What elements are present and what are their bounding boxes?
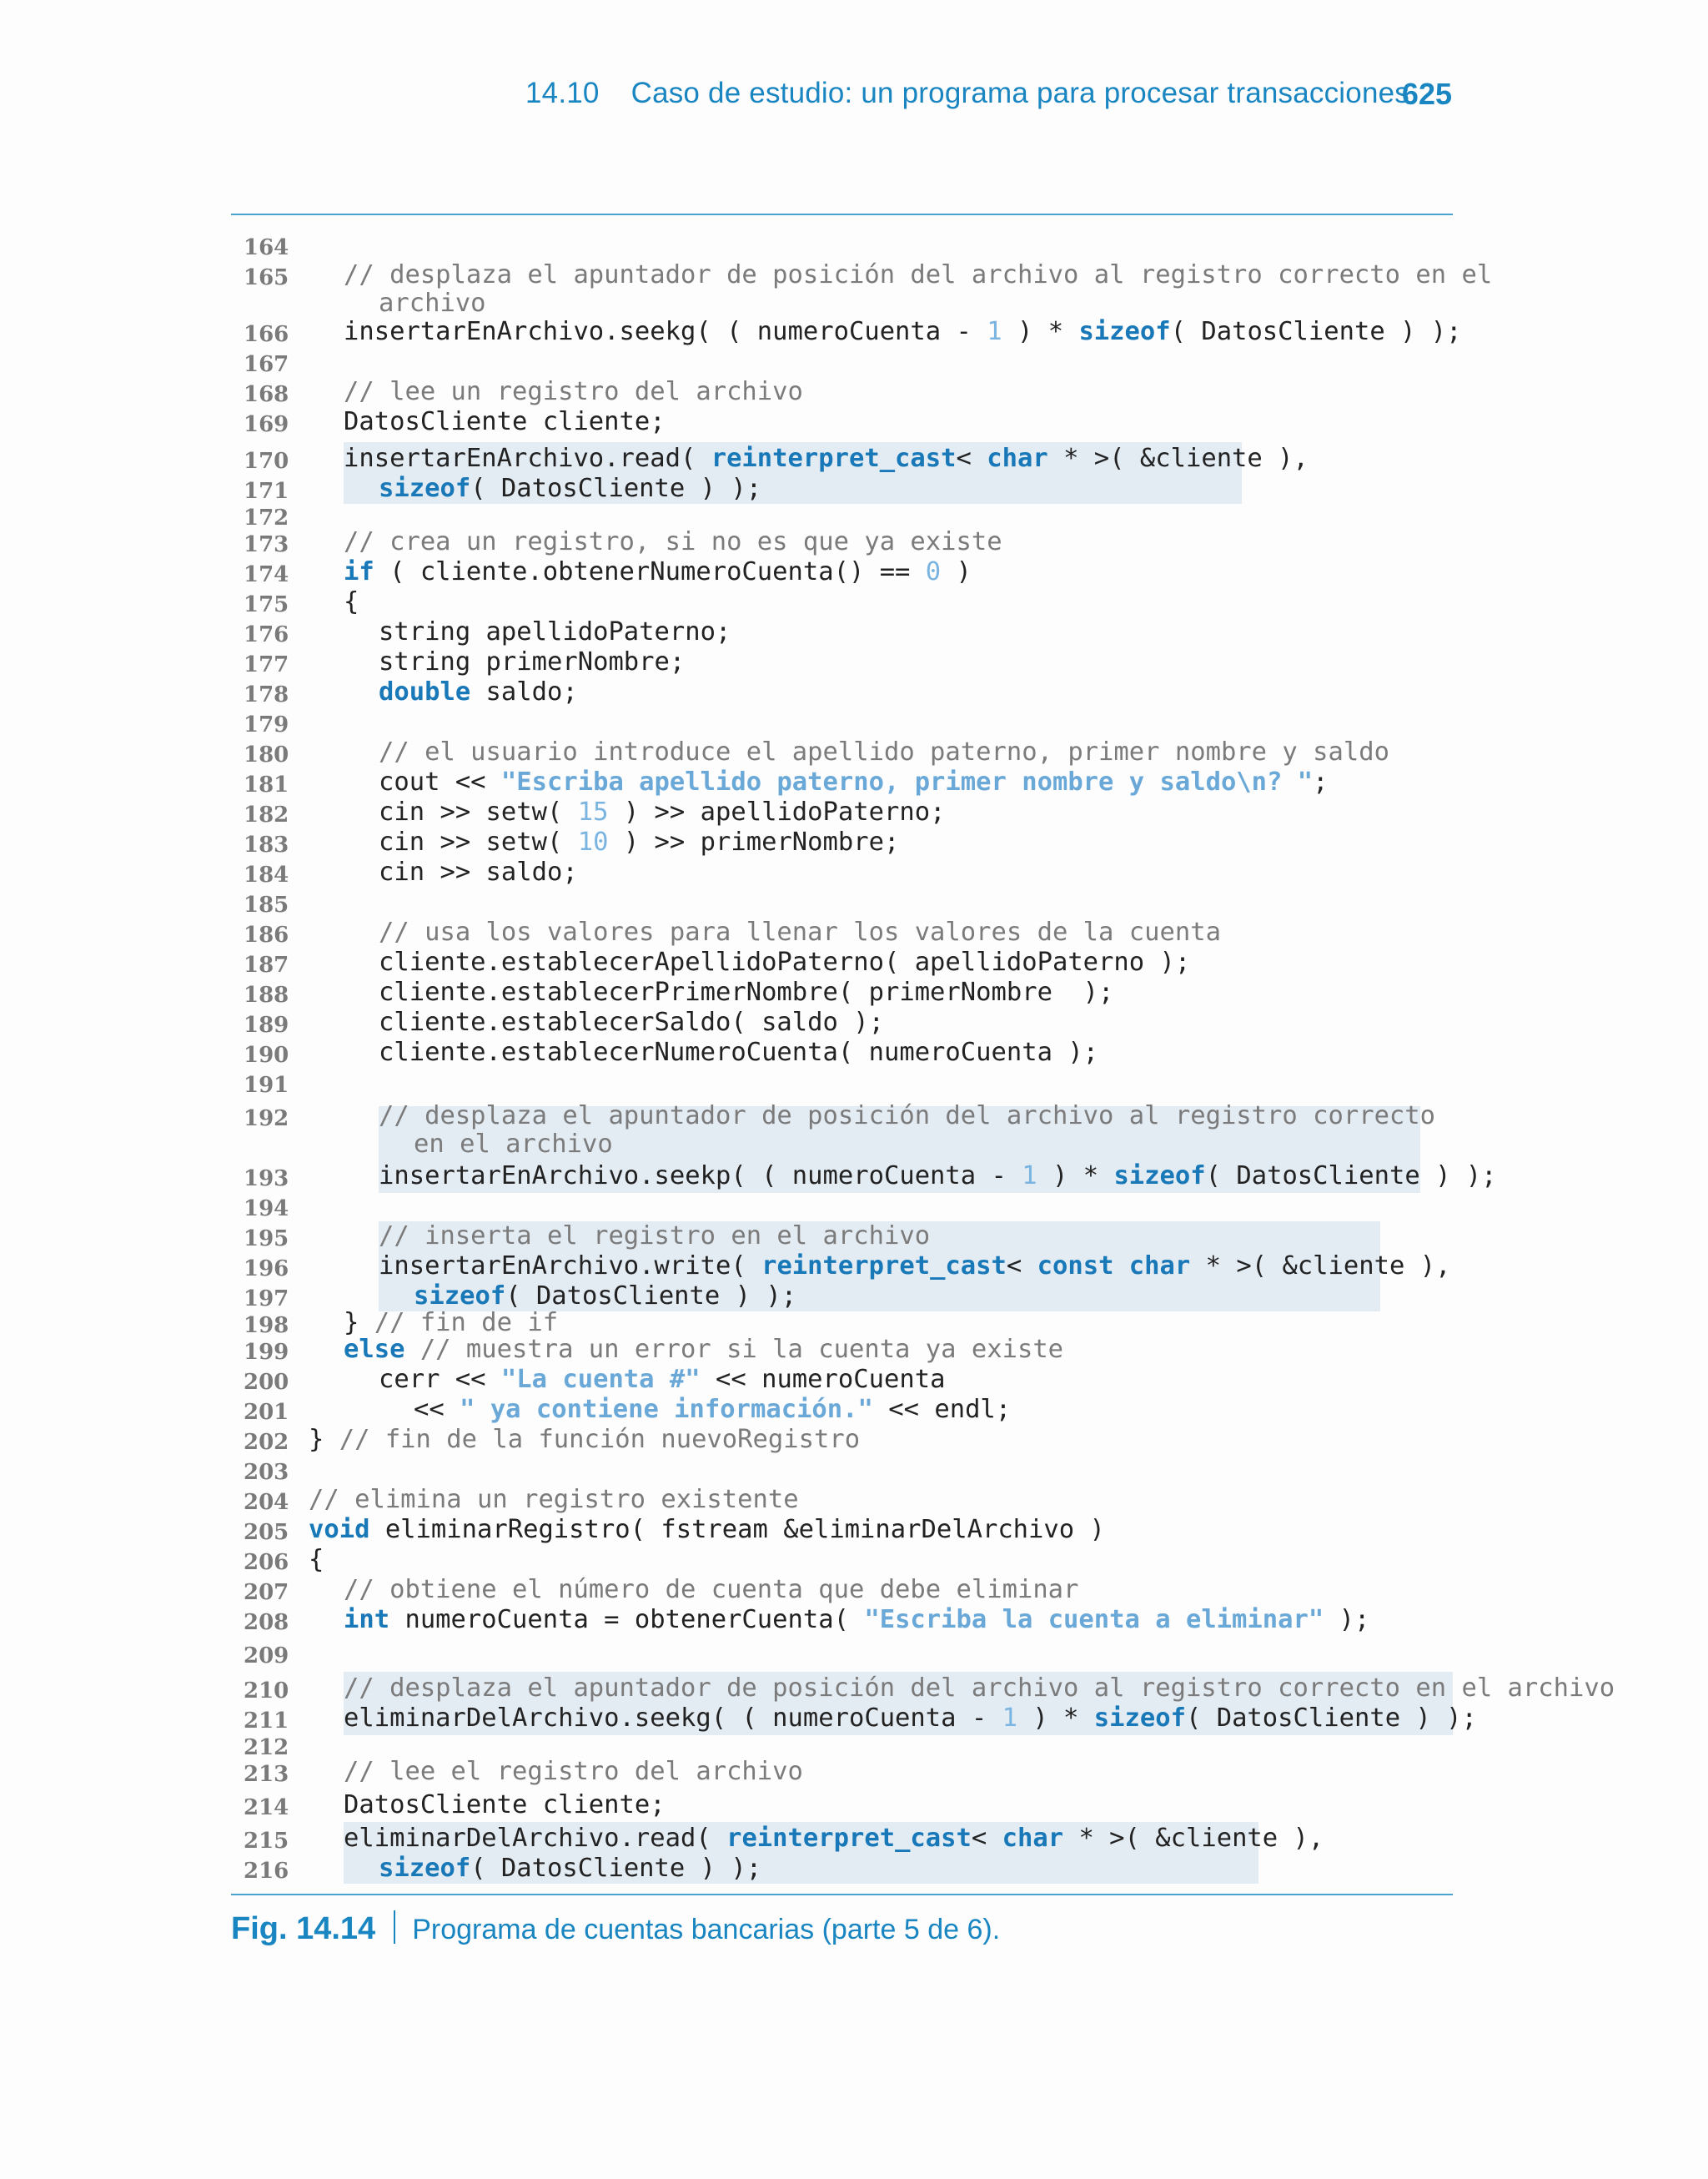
line-number: 170 bbox=[244, 449, 289, 474]
line-number: 168 bbox=[244, 382, 289, 407]
line-number: 204 bbox=[244, 1490, 289, 1515]
code-line bbox=[0, 1757, 1708, 1787]
code-keyword: if bbox=[344, 557, 374, 586]
code-keyword: char bbox=[1002, 1824, 1064, 1853]
code-text bbox=[344, 377, 803, 407]
line-number: 173 bbox=[244, 532, 289, 557]
code-token: ; bbox=[1313, 767, 1329, 797]
code-keyword: else bbox=[344, 1335, 405, 1364]
code-text bbox=[379, 798, 945, 828]
code-line bbox=[0, 1365, 1708, 1395]
line-number: 216 bbox=[244, 1859, 289, 1884]
code-token: string apellidoPaterno; bbox=[379, 617, 731, 647]
line-number: 171 bbox=[244, 479, 289, 504]
code-text bbox=[344, 1824, 1324, 1854]
line-number: 209 bbox=[244, 1643, 289, 1668]
code-line bbox=[0, 858, 1708, 888]
code-line bbox=[0, 557, 1708, 587]
code-text bbox=[379, 978, 1113, 1008]
code-token: cout << bbox=[379, 767, 501, 797]
code-token: DatosCliente cliente; bbox=[344, 1790, 666, 1819]
code-line bbox=[0, 1824, 1708, 1854]
line-number: 181 bbox=[244, 772, 289, 798]
figure-caption bbox=[231, 1910, 1000, 1947]
code-text bbox=[414, 1130, 613, 1160]
section-heading bbox=[525, 77, 1409, 110]
line-number: 200 bbox=[244, 1370, 289, 1395]
code-line bbox=[0, 317, 1708, 347]
top-rule bbox=[231, 214, 1453, 215]
line-number: 215 bbox=[244, 1829, 289, 1854]
code-token: eliminarDelArchivo.read( bbox=[344, 1824, 727, 1853]
code-token: insertarEnArchivo.seekg( ( numeroCuenta - bbox=[344, 317, 987, 346]
code-token: ( DatosCliente ) ); bbox=[470, 474, 762, 503]
code-token: cin >> setw( bbox=[379, 828, 578, 857]
code-line bbox=[0, 1395, 1708, 1425]
code-line bbox=[0, 1425, 1708, 1455]
code-keyword: const char bbox=[1037, 1251, 1191, 1281]
code-line bbox=[0, 1335, 1708, 1365]
code-token: << bbox=[414, 1395, 460, 1424]
code-keyword: sizeof bbox=[379, 1854, 471, 1883]
code-text bbox=[379, 647, 685, 677]
code-text bbox=[344, 1605, 1369, 1635]
line-number: 172 bbox=[244, 506, 289, 531]
code-text bbox=[379, 737, 1389, 767]
code-token: ) >> apellidoPaterno; bbox=[608, 798, 946, 827]
code-line bbox=[0, 1008, 1708, 1038]
line-number: 186 bbox=[244, 923, 289, 948]
code-text bbox=[379, 617, 731, 647]
code-comment: // muestra un error si la cuenta ya existe bbox=[404, 1335, 1064, 1364]
code-text bbox=[379, 1251, 1450, 1281]
code-token: ) * bbox=[1017, 1703, 1094, 1733]
code-token: saldo; bbox=[470, 677, 578, 707]
line-number: 213 bbox=[244, 1762, 289, 1787]
line-number: 188 bbox=[244, 983, 289, 1008]
code-text bbox=[344, 527, 1002, 557]
code-line bbox=[0, 888, 1708, 918]
caption-separator bbox=[394, 1910, 395, 1944]
code-line bbox=[0, 1703, 1708, 1734]
code-token: < bbox=[956, 444, 987, 473]
code-line bbox=[0, 647, 1708, 677]
line-number: 196 bbox=[244, 1256, 289, 1281]
line-number: 197 bbox=[244, 1286, 289, 1311]
code-text bbox=[309, 1485, 799, 1515]
line-number: 205 bbox=[244, 1520, 289, 1545]
code-line bbox=[0, 1191, 1708, 1221]
code-keyword: int bbox=[344, 1605, 390, 1634]
code-comment: // desplaza el apuntador de posición del archivo al registro correcto en el archivo bbox=[344, 1673, 1615, 1703]
code-token: ) * bbox=[1002, 317, 1079, 346]
code-comment: // lee un registro del archivo bbox=[344, 377, 803, 406]
code-token: * >( &cliente ), bbox=[1190, 1251, 1451, 1281]
code-string: " ya contiene información." bbox=[460, 1395, 873, 1424]
code-line bbox=[0, 230, 1708, 260]
code-text bbox=[344, 587, 359, 617]
code-comment: // crea un registro, si no es que ya existe bbox=[344, 527, 1002, 556]
code-token: cliente.establecerNumeroCuenta( numeroCuenta ); bbox=[379, 1038, 1099, 1067]
code-text bbox=[379, 474, 761, 504]
code-keyword: sizeof bbox=[1093, 1703, 1186, 1733]
line-number: 177 bbox=[244, 652, 289, 677]
code-token: cin >> saldo; bbox=[379, 858, 578, 887]
line-number: 182 bbox=[244, 803, 289, 828]
code-line bbox=[0, 260, 1708, 290]
code-token: << numeroCuenta bbox=[700, 1365, 946, 1394]
code-text bbox=[379, 1008, 884, 1038]
code-token: } bbox=[344, 1308, 374, 1337]
line-number: 206 bbox=[244, 1550, 289, 1575]
code-token: numeroCuenta = obtenerCuenta( bbox=[389, 1605, 865, 1634]
code-line bbox=[0, 474, 1708, 504]
code-text bbox=[379, 1221, 930, 1251]
code-line bbox=[0, 1221, 1708, 1251]
code-keyword: sizeof bbox=[379, 474, 471, 503]
code-comment: // el usuario introduce el apellido paterno, primer nombre y saldo bbox=[379, 737, 1389, 767]
line-number: 199 bbox=[244, 1340, 289, 1365]
code-line bbox=[0, 407, 1708, 437]
code-line bbox=[0, 828, 1708, 858]
line-number: 189 bbox=[244, 1013, 289, 1038]
code-number: 10 bbox=[577, 828, 609, 857]
line-number: 164 bbox=[244, 235, 289, 260]
code-token: cerr << bbox=[379, 1365, 501, 1394]
code-line bbox=[0, 1605, 1708, 1635]
line-number: 178 bbox=[244, 682, 289, 707]
code-text bbox=[309, 1425, 860, 1455]
code-text bbox=[379, 1161, 1497, 1191]
line-number: 207 bbox=[244, 1580, 289, 1605]
code-line bbox=[0, 918, 1708, 948]
code-comment: // fin de la función nuevoRegistro bbox=[339, 1425, 861, 1454]
code-token: < bbox=[971, 1824, 1002, 1853]
code-text bbox=[344, 1575, 1078, 1605]
line-number: 210 bbox=[244, 1678, 289, 1703]
figure-text: Programa de cuentas bancarias (parte 5 de 6). bbox=[412, 1914, 1001, 1945]
line-number: 201 bbox=[244, 1400, 289, 1425]
code-line bbox=[0, 737, 1708, 767]
section-title: Caso de estudio: un programa para procesar transacciones bbox=[630, 77, 1409, 109]
code-text bbox=[379, 677, 578, 707]
line-number: 175 bbox=[244, 592, 289, 617]
code-comment: // elimina un registro existente bbox=[309, 1485, 799, 1514]
code-line bbox=[0, 1281, 1708, 1311]
code-token: ( DatosCliente ) ); bbox=[505, 1281, 797, 1311]
code-text bbox=[379, 858, 578, 888]
code-line bbox=[0, 1308, 1708, 1338]
code-text bbox=[344, 1308, 558, 1338]
line-number: 203 bbox=[244, 1460, 289, 1485]
line-number: 169 bbox=[244, 412, 289, 437]
code-text bbox=[414, 1281, 796, 1311]
code-text bbox=[414, 1395, 1011, 1425]
line-number: 174 bbox=[244, 562, 289, 587]
code-line bbox=[0, 1790, 1708, 1820]
code-token: string primerNombre; bbox=[379, 647, 686, 677]
code-text bbox=[344, 1757, 803, 1787]
code-line bbox=[0, 1161, 1708, 1191]
figure-label: Fig. 14.14 bbox=[231, 1911, 376, 1946]
code-line bbox=[0, 1673, 1708, 1703]
code-text bbox=[344, 407, 666, 437]
code-keyword: sizeof bbox=[1113, 1161, 1206, 1190]
code-token: cin >> setw( bbox=[379, 798, 578, 827]
code-token: { bbox=[309, 1545, 324, 1574]
code-line bbox=[0, 1485, 1708, 1515]
line-number: 166 bbox=[244, 322, 289, 347]
code-text bbox=[344, 1703, 1477, 1734]
code-token: < bbox=[1006, 1251, 1037, 1281]
code-line bbox=[0, 587, 1708, 617]
code-line bbox=[0, 1515, 1708, 1545]
code-comment: // obtiene el número de cuenta que debe eliminar bbox=[344, 1575, 1079, 1604]
code-comment: archivo bbox=[379, 289, 486, 318]
line-number: 190 bbox=[244, 1043, 289, 1068]
code-keyword: sizeof bbox=[414, 1281, 506, 1311]
code-line bbox=[0, 1854, 1708, 1884]
code-line bbox=[0, 1251, 1708, 1281]
code-text bbox=[379, 918, 1221, 948]
line-number: 211 bbox=[244, 1708, 289, 1734]
code-line bbox=[0, 444, 1708, 474]
code-token: * >( &cliente ), bbox=[1063, 1824, 1324, 1853]
code-text bbox=[344, 444, 1309, 474]
code-keyword: char bbox=[987, 444, 1048, 473]
code-text bbox=[344, 557, 972, 587]
code-text bbox=[344, 317, 1462, 347]
code-token: ); bbox=[1324, 1605, 1370, 1634]
line-number: 183 bbox=[244, 833, 289, 858]
code-line bbox=[0, 289, 1708, 319]
line-number: 192 bbox=[244, 1106, 289, 1131]
code-text bbox=[379, 828, 899, 858]
code-text bbox=[379, 1854, 761, 1884]
code-string: "Escriba la cuenta a eliminar" bbox=[864, 1605, 1324, 1634]
code-line bbox=[0, 767, 1708, 798]
code-comment: // usa los valores para llenar los valores de la cuenta bbox=[379, 918, 1221, 947]
code-token: eliminarRegistro( fstream &eliminarDelArchivo ) bbox=[369, 1515, 1105, 1544]
code-text bbox=[309, 1515, 1105, 1545]
code-line bbox=[0, 377, 1708, 407]
code-comment: en el archivo bbox=[414, 1130, 613, 1159]
code-line bbox=[0, 527, 1708, 557]
code-token: ( cliente.obtenerNumeroCuenta() == bbox=[374, 557, 926, 586]
code-text bbox=[344, 1335, 1063, 1365]
code-line bbox=[0, 501, 1708, 531]
line-number: 198 bbox=[244, 1313, 289, 1338]
line-number: 195 bbox=[244, 1226, 289, 1251]
code-number: 1 bbox=[1002, 1703, 1017, 1733]
code-line bbox=[0, 798, 1708, 828]
code-token: cliente.establecerSaldo( saldo ); bbox=[379, 1008, 884, 1037]
code-token: * >( &cliente ), bbox=[1047, 444, 1309, 473]
code-line bbox=[0, 707, 1708, 737]
code-line bbox=[0, 677, 1708, 707]
line-number: 187 bbox=[244, 953, 289, 978]
code-line bbox=[0, 1130, 1708, 1160]
line-number: 214 bbox=[244, 1795, 289, 1820]
code-line bbox=[0, 1455, 1708, 1485]
code-comment: // inserta el registro en el archivo bbox=[379, 1221, 931, 1251]
line-number: 179 bbox=[244, 712, 289, 737]
line-number: 167 bbox=[244, 352, 289, 377]
page-number: 625 bbox=[1401, 77, 1452, 111]
code-number: 1 bbox=[987, 317, 1002, 346]
code-number: 15 bbox=[577, 798, 609, 827]
code-text bbox=[379, 767, 1329, 798]
code-text bbox=[379, 289, 486, 319]
code-token: insertarEnArchivo.read( bbox=[344, 444, 711, 473]
code-token: insertarEnArchivo.seekp( ( numeroCuenta - bbox=[379, 1161, 1022, 1190]
code-comment: // desplaza el apuntador de posición del archivo al registro correcto en el bbox=[344, 260, 1493, 289]
code-text bbox=[379, 1038, 1098, 1068]
code-token: ) * bbox=[1037, 1161, 1114, 1190]
code-comment: // lee el registro del archivo bbox=[344, 1757, 803, 1786]
code-text bbox=[344, 1673, 1615, 1703]
code-token: ) >> primerNombre; bbox=[608, 828, 900, 857]
code-token: ( DatosCliente ) ); bbox=[1205, 1161, 1497, 1190]
line-number: 193 bbox=[244, 1166, 289, 1191]
code-text bbox=[344, 1790, 666, 1820]
code-keyword: reinterpret_cast bbox=[761, 1251, 1007, 1281]
code-token: ( DatosCliente ) ); bbox=[1170, 317, 1462, 346]
code-string: "La cuenta #" bbox=[500, 1365, 701, 1394]
line-number: 184 bbox=[244, 863, 289, 888]
code-line bbox=[0, 1730, 1708, 1760]
code-line bbox=[0, 617, 1708, 647]
code-comment: // fin de if bbox=[374, 1308, 559, 1337]
line-number: 165 bbox=[244, 265, 289, 290]
code-text bbox=[379, 948, 1190, 978]
code-keyword: void bbox=[309, 1515, 370, 1544]
code-keyword: reinterpret_cast bbox=[711, 444, 957, 473]
code-token: ( DatosCliente ) ); bbox=[1185, 1703, 1477, 1733]
code-keyword: sizeof bbox=[1078, 317, 1171, 346]
code-token: << endl; bbox=[872, 1395, 1012, 1424]
code-text bbox=[309, 1545, 324, 1575]
code-line bbox=[0, 1638, 1708, 1668]
code-token: cliente.establecerPrimerNombre( primerNombre ); bbox=[379, 978, 1114, 1007]
code-comment: // desplaza el apuntador de posición del archivo al registro correcto bbox=[379, 1101, 1436, 1130]
line-number: 185 bbox=[244, 893, 289, 918]
line-number: 180 bbox=[244, 742, 289, 767]
line-number: 176 bbox=[244, 622, 289, 647]
code-keyword: reinterpret_cast bbox=[726, 1824, 972, 1853]
code-line bbox=[0, 948, 1708, 978]
line-number: 202 bbox=[244, 1430, 289, 1455]
line-number: 194 bbox=[244, 1196, 289, 1221]
code-number: 1 bbox=[1022, 1161, 1037, 1190]
section-number: 14.10 bbox=[525, 77, 600, 109]
code-token: ( DatosCliente ) ); bbox=[470, 1854, 762, 1883]
code-line bbox=[0, 978, 1708, 1008]
code-token: eliminarDelArchivo.seekg( ( numeroCuenta - bbox=[344, 1703, 1002, 1733]
code-line bbox=[0, 347, 1708, 377]
code-line bbox=[0, 1038, 1708, 1068]
line-number: 208 bbox=[244, 1610, 289, 1635]
code-text bbox=[379, 1101, 1435, 1131]
code-token: { bbox=[344, 587, 359, 616]
code-text bbox=[379, 1365, 945, 1395]
code-line bbox=[0, 1545, 1708, 1575]
code-number: 0 bbox=[925, 557, 942, 586]
code-token: cliente.establecerApellidoPaterno( apellidoPaterno ); bbox=[379, 948, 1191, 977]
line-number: 212 bbox=[244, 1735, 289, 1760]
code-token: insertarEnArchivo.write( bbox=[379, 1251, 762, 1281]
code-token: ) bbox=[941, 557, 972, 586]
code-token: DatosCliente cliente; bbox=[344, 407, 666, 436]
line-number: 191 bbox=[244, 1073, 289, 1098]
code-line bbox=[0, 1068, 1708, 1098]
code-token: } bbox=[309, 1425, 339, 1454]
code-keyword: double bbox=[379, 677, 471, 707]
code-string: "Escriba apellido paterno, primer nombre y saldo\n? " bbox=[500, 767, 1314, 797]
code-line bbox=[0, 1101, 1708, 1131]
bottom-rule bbox=[231, 1894, 1453, 1895]
code-text bbox=[344, 260, 1492, 290]
code-line bbox=[0, 1575, 1708, 1605]
